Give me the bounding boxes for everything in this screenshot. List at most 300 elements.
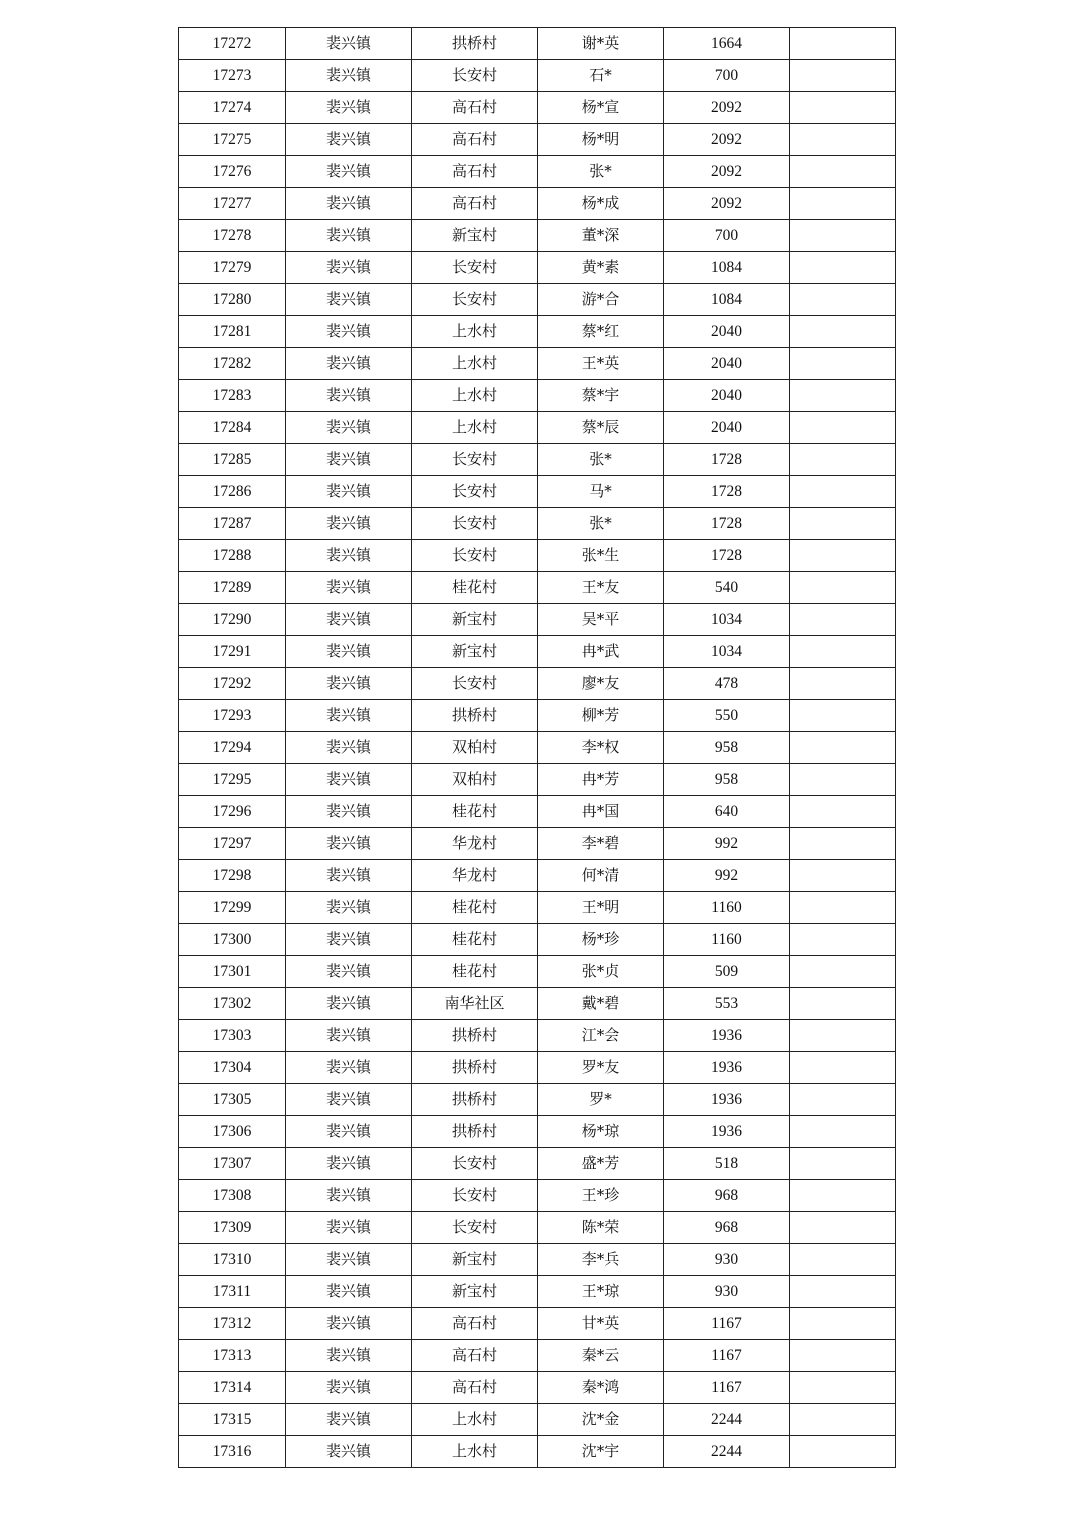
cell-town: 裴兴镇 [286, 156, 412, 188]
cell-village: 桂花村 [412, 892, 538, 924]
cell-town: 裴兴镇 [286, 348, 412, 380]
cell-id: 17278 [179, 220, 286, 252]
cell-village: 桂花村 [412, 924, 538, 956]
cell-amount: 992 [664, 828, 790, 860]
cell-town: 裴兴镇 [286, 1340, 412, 1372]
cell-name: 冉*芳 [538, 764, 664, 796]
cell-town: 裴兴镇 [286, 28, 412, 60]
cell-town: 裴兴镇 [286, 284, 412, 316]
cell-id: 17285 [179, 444, 286, 476]
cell-amount: 2040 [664, 316, 790, 348]
cell-id: 17282 [179, 348, 286, 380]
cell-village: 拱桥村 [412, 1084, 538, 1116]
cell-town: 裴兴镇 [286, 252, 412, 284]
cell-id: 17277 [179, 188, 286, 220]
cell-note [790, 348, 896, 380]
cell-name: 戴*碧 [538, 988, 664, 1020]
cell-note [790, 1436, 896, 1468]
cell-amount: 1167 [664, 1372, 790, 1404]
cell-village: 长安村 [412, 540, 538, 572]
cell-village: 上水村 [412, 316, 538, 348]
cell-village: 高石村 [412, 92, 538, 124]
table-row [179, 1212, 896, 1244]
table-row [179, 284, 896, 316]
cell-town: 裴兴镇 [286, 572, 412, 604]
cell-name: 廖*友 [538, 668, 664, 700]
cell-note [790, 732, 896, 764]
cell-town: 裴兴镇 [286, 1116, 412, 1148]
cell-amount: 2040 [664, 348, 790, 380]
cell-village: 长安村 [412, 668, 538, 700]
cell-town: 裴兴镇 [286, 924, 412, 956]
cell-village: 华龙村 [412, 828, 538, 860]
cell-amount: 1728 [664, 540, 790, 572]
cell-note [790, 828, 896, 860]
cell-note [790, 1020, 896, 1052]
cell-town: 裴兴镇 [286, 60, 412, 92]
cell-id: 17272 [179, 28, 286, 60]
table-row [179, 572, 896, 604]
table-row [179, 476, 896, 508]
cell-amount: 1167 [664, 1340, 790, 1372]
cell-note [790, 380, 896, 412]
cell-note [790, 92, 896, 124]
table-row [179, 732, 896, 764]
cell-village: 双柏村 [412, 732, 538, 764]
cell-name: 冉*国 [538, 796, 664, 828]
cell-village: 新宝村 [412, 636, 538, 668]
cell-note [790, 1244, 896, 1276]
cell-amount: 958 [664, 732, 790, 764]
table-row [179, 636, 896, 668]
cell-amount: 700 [664, 60, 790, 92]
cell-id: 17298 [179, 860, 286, 892]
cell-amount: 2092 [664, 92, 790, 124]
table-row [179, 412, 896, 444]
cell-name: 沈*金 [538, 1404, 664, 1436]
table-row [179, 220, 896, 252]
cell-id: 17296 [179, 796, 286, 828]
table-row [179, 188, 896, 220]
cell-amount: 968 [664, 1212, 790, 1244]
cell-amount: 1160 [664, 924, 790, 956]
cell-id: 17281 [179, 316, 286, 348]
cell-note [790, 604, 896, 636]
table-row [179, 444, 896, 476]
cell-town: 裴兴镇 [286, 1276, 412, 1308]
cell-note [790, 1372, 896, 1404]
cell-amount: 1728 [664, 444, 790, 476]
cell-town: 裴兴镇 [286, 476, 412, 508]
cell-name: 蔡*宇 [538, 380, 664, 412]
cell-name: 秦*云 [538, 1340, 664, 1372]
cell-amount: 2244 [664, 1436, 790, 1468]
table-row [179, 828, 896, 860]
cell-id: 17310 [179, 1244, 286, 1276]
cell-village: 上水村 [412, 412, 538, 444]
cell-id: 17290 [179, 604, 286, 636]
cell-name: 甘*英 [538, 1308, 664, 1340]
cell-village: 长安村 [412, 476, 538, 508]
cell-note [790, 1116, 896, 1148]
cell-id: 17311 [179, 1276, 286, 1308]
cell-name: 罗* [538, 1084, 664, 1116]
cell-village: 拱桥村 [412, 1052, 538, 1084]
cell-name: 蔡*辰 [538, 412, 664, 444]
cell-name: 谢*英 [538, 28, 664, 60]
table-row [179, 252, 896, 284]
cell-village: 高石村 [412, 1372, 538, 1404]
cell-name: 张* [538, 444, 664, 476]
cell-note [790, 988, 896, 1020]
cell-amount: 1728 [664, 476, 790, 508]
cell-name: 江*会 [538, 1020, 664, 1052]
cell-town: 裴兴镇 [286, 1436, 412, 1468]
table-row [179, 380, 896, 412]
cell-town: 裴兴镇 [286, 508, 412, 540]
cell-village: 长安村 [412, 444, 538, 476]
table-row [179, 1372, 896, 1404]
cell-town: 裴兴镇 [286, 988, 412, 1020]
cell-village: 高石村 [412, 1340, 538, 1372]
cell-town: 裴兴镇 [286, 220, 412, 252]
cell-name: 杨*成 [538, 188, 664, 220]
table-row [179, 796, 896, 828]
cell-id: 17287 [179, 508, 286, 540]
cell-name: 董*深 [538, 220, 664, 252]
cell-name: 石* [538, 60, 664, 92]
cell-town: 裴兴镇 [286, 828, 412, 860]
cell-village: 长安村 [412, 284, 538, 316]
cell-amount: 2092 [664, 156, 790, 188]
cell-id: 17305 [179, 1084, 286, 1116]
cell-amount: 2040 [664, 412, 790, 444]
table-row [179, 1436, 896, 1468]
cell-name: 杨*明 [538, 124, 664, 156]
cell-note [790, 636, 896, 668]
table-row [179, 668, 896, 700]
cell-village: 高石村 [412, 1308, 538, 1340]
table-body [179, 28, 896, 1468]
cell-note [790, 1148, 896, 1180]
cell-village: 新宝村 [412, 220, 538, 252]
cell-name: 王*琼 [538, 1276, 664, 1308]
cell-note [790, 668, 896, 700]
cell-note [790, 1276, 896, 1308]
cell-note [790, 252, 896, 284]
cell-amount: 1936 [664, 1084, 790, 1116]
cell-town: 裴兴镇 [286, 540, 412, 572]
cell-name: 李*兵 [538, 1244, 664, 1276]
cell-amount: 640 [664, 796, 790, 828]
cell-name: 沈*宇 [538, 1436, 664, 1468]
cell-name: 游*合 [538, 284, 664, 316]
cell-amount: 540 [664, 572, 790, 604]
cell-id: 17313 [179, 1340, 286, 1372]
table-row [179, 1148, 896, 1180]
cell-village: 长安村 [412, 60, 538, 92]
table-row [179, 124, 896, 156]
cell-village: 长安村 [412, 252, 538, 284]
cell-name: 何*清 [538, 860, 664, 892]
table-row [179, 764, 896, 796]
cell-amount: 1160 [664, 892, 790, 924]
cell-note [790, 892, 896, 924]
cell-town: 裴兴镇 [286, 188, 412, 220]
cell-name: 王*珍 [538, 1180, 664, 1212]
cell-amount: 1084 [664, 284, 790, 316]
table-row [179, 956, 896, 988]
cell-village: 桂花村 [412, 956, 538, 988]
cell-id: 17294 [179, 732, 286, 764]
cell-town: 裴兴镇 [286, 380, 412, 412]
cell-village: 桂花村 [412, 796, 538, 828]
cell-note [790, 444, 896, 476]
cell-note [790, 156, 896, 188]
cell-name: 杨*珍 [538, 924, 664, 956]
cell-id: 17308 [179, 1180, 286, 1212]
cell-name: 张*生 [538, 540, 664, 572]
cell-note [790, 28, 896, 60]
table-row [179, 924, 896, 956]
cell-name: 陈*荣 [538, 1212, 664, 1244]
cell-town: 裴兴镇 [286, 1308, 412, 1340]
cell-village: 新宝村 [412, 1276, 538, 1308]
cell-name: 张* [538, 156, 664, 188]
cell-id: 17293 [179, 700, 286, 732]
cell-village: 高石村 [412, 188, 538, 220]
cell-town: 裴兴镇 [286, 1020, 412, 1052]
cell-id: 17275 [179, 124, 286, 156]
table-row [179, 92, 896, 124]
cell-village: 长安村 [412, 508, 538, 540]
cell-id: 17286 [179, 476, 286, 508]
cell-id: 17314 [179, 1372, 286, 1404]
cell-village: 新宝村 [412, 604, 538, 636]
cell-village: 上水村 [412, 380, 538, 412]
cell-note [790, 220, 896, 252]
cell-name: 柳*芳 [538, 700, 664, 732]
cell-name: 王*明 [538, 892, 664, 924]
cell-id: 17303 [179, 1020, 286, 1052]
cell-id: 17304 [179, 1052, 286, 1084]
cell-id: 17273 [179, 60, 286, 92]
table-row [179, 316, 896, 348]
cell-id: 17295 [179, 764, 286, 796]
table-row [179, 60, 896, 92]
cell-town: 裴兴镇 [286, 444, 412, 476]
cell-town: 裴兴镇 [286, 732, 412, 764]
cell-id: 17276 [179, 156, 286, 188]
cell-id: 17274 [179, 92, 286, 124]
cell-id: 17309 [179, 1212, 286, 1244]
table-row [179, 1020, 896, 1052]
table-row [179, 1084, 896, 1116]
cell-amount: 2092 [664, 124, 790, 156]
cell-amount: 518 [664, 1148, 790, 1180]
cell-amount: 478 [664, 668, 790, 700]
cell-amount: 2040 [664, 380, 790, 412]
cell-village: 上水村 [412, 348, 538, 380]
cell-amount: 930 [664, 1244, 790, 1276]
cell-note [790, 572, 896, 604]
cell-amount: 1936 [664, 1116, 790, 1148]
cell-town: 裴兴镇 [286, 796, 412, 828]
cell-amount: 509 [664, 956, 790, 988]
cell-amount: 1034 [664, 636, 790, 668]
cell-id: 17292 [179, 668, 286, 700]
cell-village: 拱桥村 [412, 28, 538, 60]
cell-name: 李*碧 [538, 828, 664, 860]
cell-amount: 553 [664, 988, 790, 1020]
cell-amount: 968 [664, 1180, 790, 1212]
cell-town: 裴兴镇 [286, 1084, 412, 1116]
cell-town: 裴兴镇 [286, 892, 412, 924]
cell-name: 李*权 [538, 732, 664, 764]
table-row [179, 700, 896, 732]
cell-note [790, 796, 896, 828]
cell-note [790, 508, 896, 540]
cell-village: 拱桥村 [412, 1116, 538, 1148]
cell-name: 张*贞 [538, 956, 664, 988]
cell-town: 裴兴镇 [286, 668, 412, 700]
cell-name: 冉*武 [538, 636, 664, 668]
cell-id: 17312 [179, 1308, 286, 1340]
cell-note [790, 1052, 896, 1084]
table-row [179, 1404, 896, 1436]
cell-town: 裴兴镇 [286, 1212, 412, 1244]
cell-name: 王*英 [538, 348, 664, 380]
cell-village: 拱桥村 [412, 1020, 538, 1052]
cell-id: 17307 [179, 1148, 286, 1180]
cell-amount: 958 [664, 764, 790, 796]
cell-amount: 550 [664, 700, 790, 732]
cell-note [790, 412, 896, 444]
cell-id: 17288 [179, 540, 286, 572]
cell-name: 张* [538, 508, 664, 540]
cell-note [790, 956, 896, 988]
cell-name: 盛*芳 [538, 1148, 664, 1180]
cell-town: 裴兴镇 [286, 604, 412, 636]
cell-id: 17297 [179, 828, 286, 860]
cell-note [790, 700, 896, 732]
cell-note [790, 860, 896, 892]
table-row [179, 1340, 896, 1372]
cell-amount: 992 [664, 860, 790, 892]
cell-amount: 1167 [664, 1308, 790, 1340]
cell-note [790, 188, 896, 220]
cell-id: 17315 [179, 1404, 286, 1436]
cell-note [790, 1340, 896, 1372]
cell-town: 裴兴镇 [286, 860, 412, 892]
cell-note [790, 60, 896, 92]
cell-village: 南华社区 [412, 988, 538, 1020]
cell-id: 17291 [179, 636, 286, 668]
cell-town: 裴兴镇 [286, 956, 412, 988]
cell-note [790, 540, 896, 572]
cell-note [790, 924, 896, 956]
cell-town: 裴兴镇 [286, 1404, 412, 1436]
cell-id: 17280 [179, 284, 286, 316]
cell-amount: 1034 [664, 604, 790, 636]
cell-id: 17289 [179, 572, 286, 604]
table-row [179, 988, 896, 1020]
cell-id: 17301 [179, 956, 286, 988]
table-row [179, 156, 896, 188]
cell-village: 高石村 [412, 124, 538, 156]
cell-town: 裴兴镇 [286, 412, 412, 444]
table-row [179, 508, 896, 540]
cell-town: 裴兴镇 [286, 1052, 412, 1084]
cell-town: 裴兴镇 [286, 1180, 412, 1212]
cell-village: 新宝村 [412, 1244, 538, 1276]
cell-amount: 1936 [664, 1052, 790, 1084]
cell-note [790, 1308, 896, 1340]
cell-note [790, 1180, 896, 1212]
data-table [178, 27, 896, 1468]
cell-amount: 700 [664, 220, 790, 252]
table-row [179, 1116, 896, 1148]
cell-village: 长安村 [412, 1180, 538, 1212]
cell-village: 拱桥村 [412, 700, 538, 732]
table-row [179, 28, 896, 60]
cell-town: 裴兴镇 [286, 92, 412, 124]
cell-id: 17316 [179, 1436, 286, 1468]
cell-name: 王*友 [538, 572, 664, 604]
cell-amount: 1084 [664, 252, 790, 284]
table-row [179, 1180, 896, 1212]
cell-town: 裴兴镇 [286, 124, 412, 156]
cell-village: 长安村 [412, 1212, 538, 1244]
cell-name: 秦*鸿 [538, 1372, 664, 1404]
table-row [179, 892, 896, 924]
cell-note [790, 1212, 896, 1244]
cell-amount: 2244 [664, 1404, 790, 1436]
cell-village: 华龙村 [412, 860, 538, 892]
cell-note [790, 1084, 896, 1116]
cell-amount: 2092 [664, 188, 790, 220]
cell-id: 17306 [179, 1116, 286, 1148]
cell-town: 裴兴镇 [286, 636, 412, 668]
cell-village: 长安村 [412, 1148, 538, 1180]
cell-name: 罗*友 [538, 1052, 664, 1084]
table-row [179, 604, 896, 636]
table-row [179, 1052, 896, 1084]
cell-note [790, 1404, 896, 1436]
cell-id: 17283 [179, 380, 286, 412]
cell-note [790, 316, 896, 348]
cell-town: 裴兴镇 [286, 1148, 412, 1180]
cell-amount: 1728 [664, 508, 790, 540]
cell-id: 17300 [179, 924, 286, 956]
cell-id: 17302 [179, 988, 286, 1020]
cell-id: 17279 [179, 252, 286, 284]
cell-name: 蔡*红 [538, 316, 664, 348]
cell-village: 高石村 [412, 156, 538, 188]
cell-note [790, 764, 896, 796]
cell-name: 吴*平 [538, 604, 664, 636]
cell-amount: 930 [664, 1276, 790, 1308]
table-row [179, 860, 896, 892]
cell-name: 黄*素 [538, 252, 664, 284]
cell-id: 17284 [179, 412, 286, 444]
cell-note [790, 476, 896, 508]
cell-name: 杨*宣 [538, 92, 664, 124]
table-row [179, 1308, 896, 1340]
table-row [179, 348, 896, 380]
cell-town: 裴兴镇 [286, 764, 412, 796]
table-row [179, 540, 896, 572]
